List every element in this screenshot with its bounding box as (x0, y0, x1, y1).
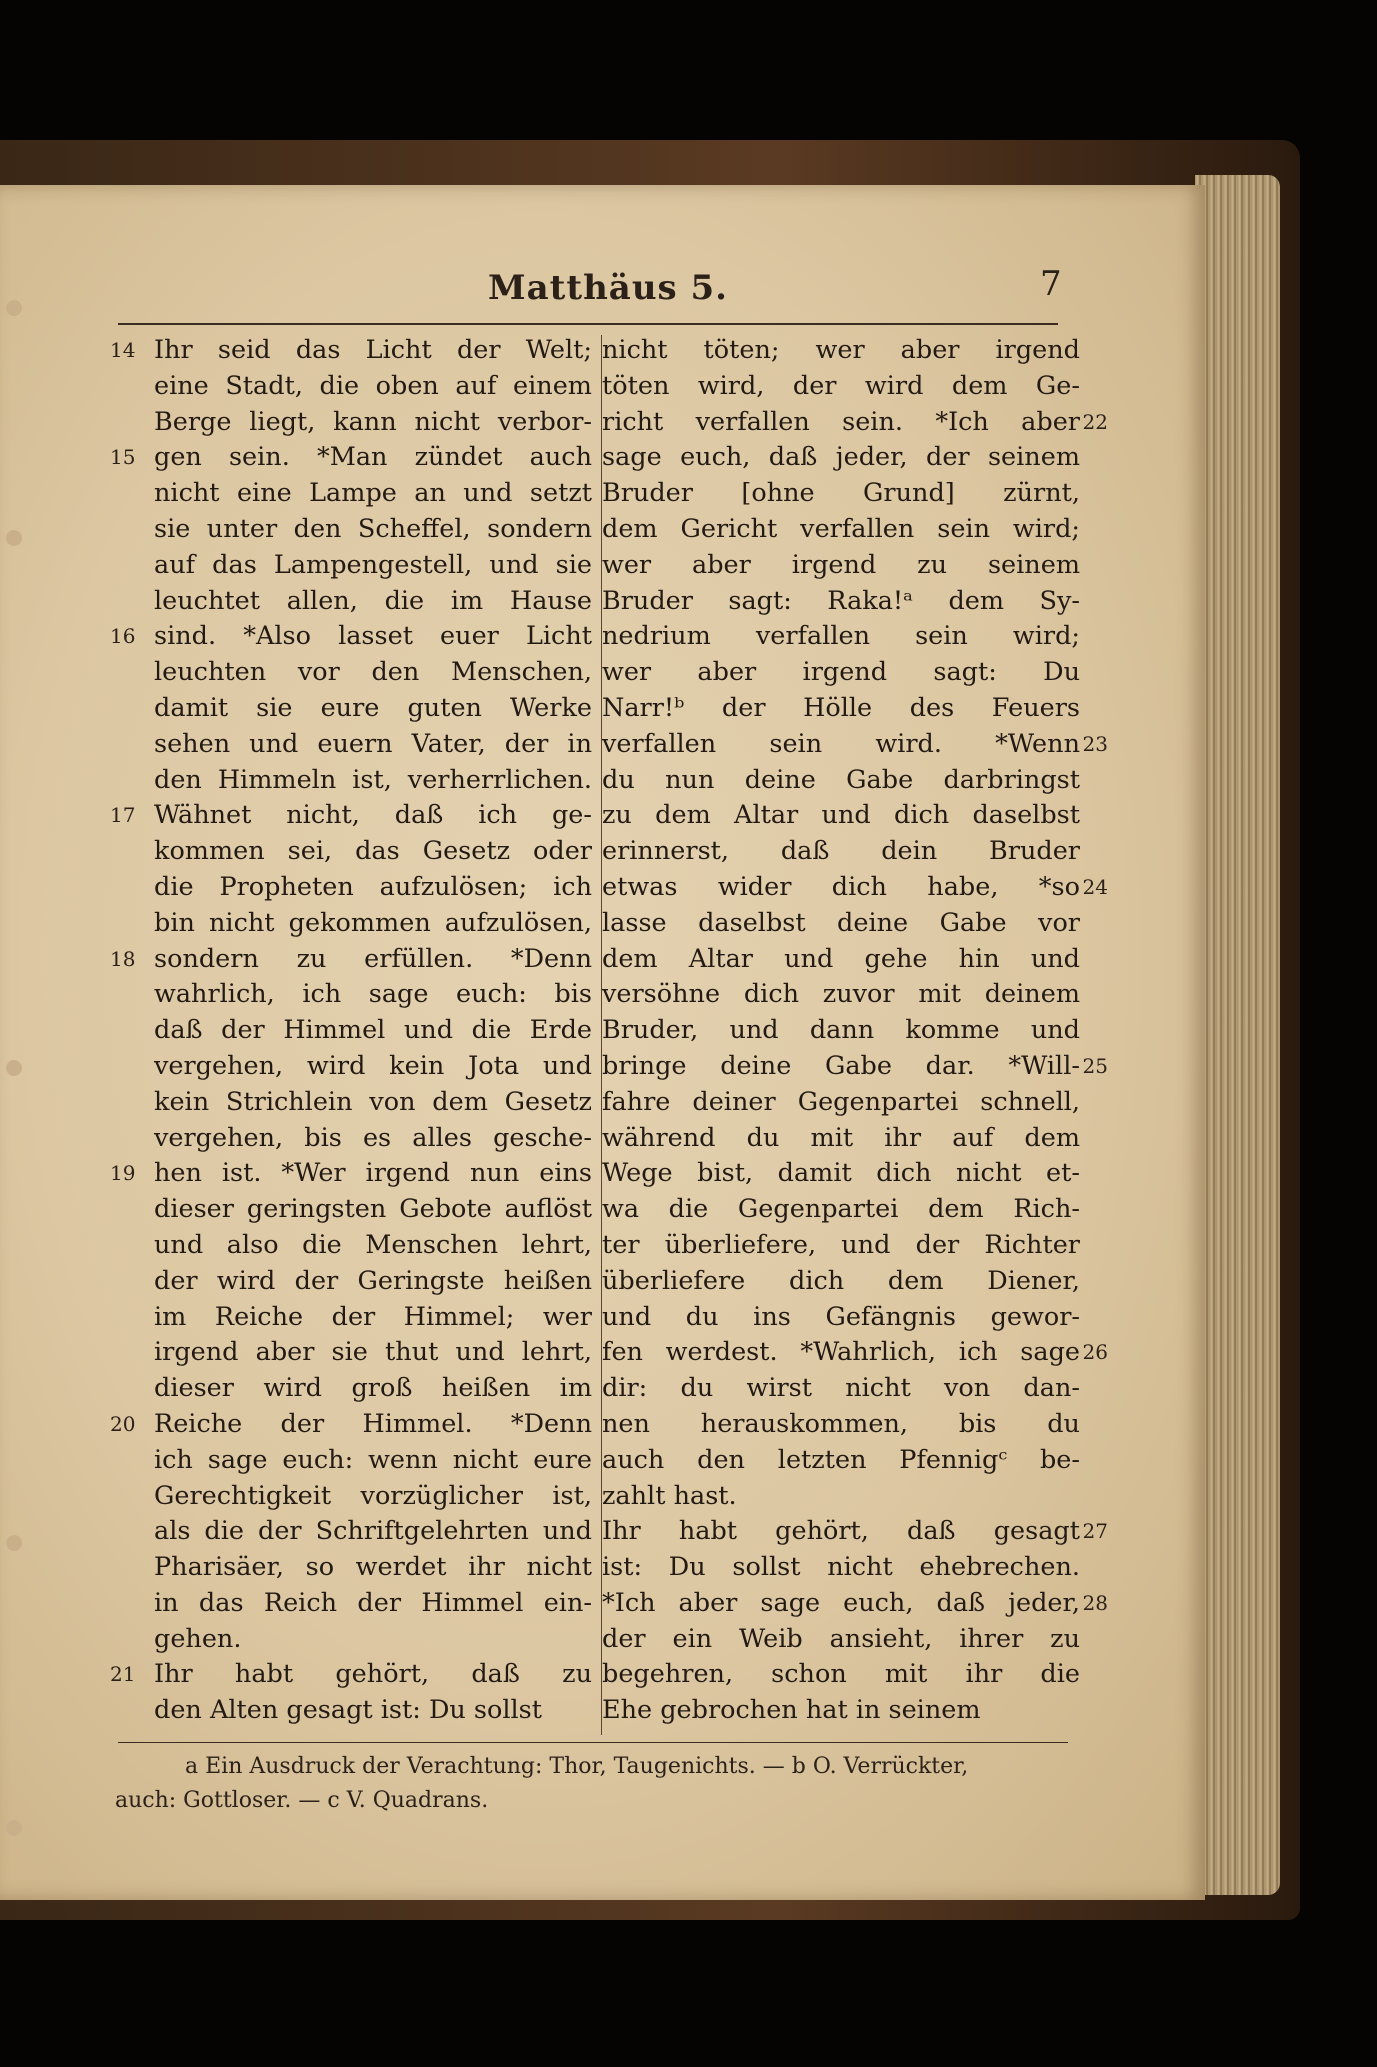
line-text: eine Stadt, die oben auf einem (154, 370, 592, 401)
text-line (598, 1407, 1080, 1443)
footnote-line: auch: Gottloser. — c V. Quadrans. (115, 1788, 489, 1813)
text-line (108, 405, 592, 441)
line-text: leuchten vor den Menschen, (154, 657, 592, 688)
binding-thread-mark (6, 1060, 22, 1076)
text-line (108, 1264, 592, 1300)
line-text: leuchtet allen, die im Hause (154, 585, 592, 616)
text-line (108, 1228, 592, 1264)
line-text: ich sage euch: wenn nicht eure (154, 1444, 592, 1475)
verse-number: 19 (110, 1161, 136, 1186)
verse-number: 25 (1082, 1053, 1108, 1078)
line-text: Ihr seid das Licht der Welt; (154, 335, 592, 365)
line-text: vergehen, wird kein Jota und (154, 1050, 592, 1081)
line-text: *Ich aber sage euch, daß jeder, (602, 1587, 1080, 1618)
line-text: sage euch, daß jeder, der seinem (602, 442, 1080, 473)
text-line (598, 1156, 1080, 1192)
line-text: Reiche der Himmel. *Denn (154, 1408, 592, 1439)
text-line (108, 1192, 592, 1228)
line-text: Bruder [ohne Grund] zürnt, (602, 478, 1080, 509)
text-line (108, 1693, 592, 1729)
text-line (598, 1479, 1080, 1515)
text-line (108, 942, 592, 978)
text-line (598, 1013, 1080, 1049)
line-text: Ihr habt gehört, daß gesagt (602, 1516, 1080, 1547)
text-line (598, 942, 1080, 978)
text-line (108, 476, 592, 512)
text-line (598, 798, 1080, 834)
text-line (108, 977, 592, 1013)
header-rule (118, 323, 1058, 325)
text-line (598, 1622, 1080, 1658)
line-text: fahre deiner Gegenpartei schnell, (602, 1086, 1080, 1117)
text-line (108, 691, 592, 727)
line-text: du nun deine Gabe darbringst (602, 764, 1080, 795)
text-line (108, 1121, 592, 1157)
verse-number: 23 (1082, 731, 1108, 756)
text-line (598, 1693, 1080, 1729)
line-text: ter überliefere, und der Richter (602, 1229, 1080, 1260)
line-text: kein Strichlein von dem Gesetz (154, 1086, 592, 1117)
line-text: Wähnet nicht, daß ich ge- (154, 800, 592, 831)
text-line (108, 1586, 592, 1622)
page-stack-edge (1195, 175, 1280, 1895)
text-line (108, 1514, 592, 1550)
line-text: wa die Gegenpartei dem Rich- (602, 1194, 1080, 1225)
text-line (598, 512, 1080, 548)
text-line (108, 1371, 592, 1407)
line-text: wahrlich, ich sage euch: bis (154, 979, 592, 1010)
line-text: verfallen sein wird. *Wenn (602, 728, 1080, 759)
line-text: der wird der Geringste heißen (154, 1265, 592, 1296)
verse-number: 22 (1082, 409, 1108, 434)
running-title: Matthäus 5. (488, 268, 729, 308)
text-line (598, 1121, 1080, 1157)
binding-thread-mark (6, 530, 22, 546)
line-text: nicht eine Lampe an und setzt (154, 478, 592, 509)
line-text: wer aber irgend zu seinem (602, 549, 1080, 580)
left-text-column (108, 333, 592, 1738)
text-line (108, 548, 592, 584)
text-line (598, 440, 1080, 476)
line-text: während du mit ihr auf dem (602, 1122, 1080, 1153)
verse-number: 20 (110, 1411, 136, 1436)
text-line (598, 906, 1080, 942)
text-line (598, 1300, 1080, 1336)
line-text: dieser geringsten Gebote auflöst (154, 1194, 592, 1225)
line-text: nen herauskommen, bis du (602, 1408, 1080, 1439)
line-text: sind. *Also lasset euer Licht (154, 621, 592, 652)
text-line (598, 548, 1080, 584)
text-line (598, 1264, 1080, 1300)
text-line (598, 1335, 1108, 1371)
text-line (108, 763, 592, 799)
line-text: gehen. (154, 1623, 242, 1654)
text-line (598, 1657, 1080, 1693)
text-line (598, 691, 1080, 727)
line-text: nicht töten; wer aber irgend (602, 335, 1080, 365)
line-text: im Reiche der Himmel; wer (154, 1301, 592, 1332)
text-line (108, 1049, 592, 1085)
line-text: hen ist. *Wer irgend nun eins (154, 1158, 592, 1189)
line-text: und also die Menschen lehrt, (154, 1229, 592, 1260)
verse-number: 15 (110, 445, 136, 470)
line-text: töten wird, der wird dem Ge- (602, 370, 1080, 401)
text-line (108, 333, 592, 369)
line-text: gen sein. *Man zündet auch (154, 442, 592, 473)
line-text: dieser wird groß heißen im (154, 1373, 592, 1404)
text-line (108, 1156, 592, 1192)
text-line (108, 906, 592, 942)
text-line (598, 476, 1080, 512)
right-text-column (598, 333, 1108, 1738)
line-text: versöhne dich zuvor mit deinem (602, 979, 1080, 1010)
line-text: richt verfallen sein. *Ich aber (602, 406, 1080, 437)
text-line (598, 1085, 1080, 1121)
text-line (108, 619, 592, 655)
text-line (108, 655, 592, 691)
text-line (108, 1622, 592, 1658)
text-line (108, 584, 592, 620)
line-text: vergehen, bis es alles gesche- (154, 1122, 592, 1153)
text-line (598, 619, 1080, 655)
text-line (598, 584, 1080, 620)
line-text: zahlt hast. (602, 1480, 737, 1511)
line-text: sondern zu erfüllen. *Denn (154, 943, 592, 974)
line-text: die Propheten aufzulösen; ich (154, 871, 592, 902)
text-line (598, 1443, 1080, 1479)
binding-thread-mark (6, 1535, 22, 1551)
text-line (108, 1550, 592, 1586)
verse-number: 18 (110, 946, 136, 971)
footnote-line: a Ein Ausdruck der Verachtung: Thor, Taugenichts. — b O. Verrückter, (185, 1754, 969, 1779)
line-text: nedrium verfallen sein wird; (602, 621, 1080, 652)
line-text: erinnerst, daß dein Bruder (602, 836, 1080, 867)
line-text: Wege bist, damit dich nicht et- (602, 1158, 1080, 1189)
footnote-rule (118, 1742, 1068, 1743)
line-text: Narr!ᵇ der Hölle des Feuers (602, 692, 1080, 723)
text-line (108, 1443, 592, 1479)
page-number: 7 (1040, 264, 1062, 304)
line-text: Ehe gebrochen hat in seinem (602, 1695, 981, 1726)
line-text: auch den letzten Pfennigᶜ be- (602, 1444, 1080, 1475)
text-line (598, 655, 1080, 691)
text-line (108, 1657, 592, 1693)
line-text: dir: du wirst nicht von dan- (602, 1373, 1080, 1404)
line-text: der ein Weib ansieht, ihrer zu (602, 1623, 1080, 1654)
text-line (598, 1586, 1108, 1622)
text-line (108, 834, 592, 870)
text-line (598, 1550, 1080, 1586)
line-text: wer aber irgend sagt: Du (602, 657, 1080, 688)
line-text: lasse daselbst deine Gabe vor (602, 907, 1080, 938)
line-text: damit sie eure guten Werke (154, 692, 592, 723)
text-line (598, 1192, 1080, 1228)
text-line (108, 1335, 592, 1371)
line-text: Berge liegt, kann nicht verbor- (154, 406, 592, 437)
line-text: als die der Schriftgelehrten und (154, 1516, 592, 1547)
line-text: bringe deine Gabe dar. *Will- (602, 1050, 1080, 1081)
line-text: begehren, schon mit ihr die (602, 1659, 1080, 1690)
line-text: auf das Lampengestell, und sie (154, 549, 592, 580)
line-text: Bruder sagt: Raka!ᵃ dem Sy- (602, 585, 1080, 616)
text-line (598, 1049, 1108, 1085)
text-line (598, 333, 1080, 369)
line-text: sie unter den Scheffel, sondern (154, 513, 592, 544)
text-line (598, 1228, 1080, 1264)
text-line (108, 1300, 592, 1336)
text-line (108, 798, 592, 834)
line-text: Bruder, und dann komme und (602, 1015, 1080, 1046)
line-text: dem Altar und gehe hin und (602, 943, 1080, 974)
text-line (598, 977, 1080, 1013)
text-line (108, 1407, 592, 1443)
text-line (598, 369, 1080, 405)
verse-number: 27 (1082, 1519, 1108, 1544)
text-line (108, 727, 592, 763)
line-text: irgend aber sie thut und lehrt, (154, 1337, 592, 1368)
line-text: in das Reich der Himmel ein- (154, 1587, 592, 1618)
text-line (108, 1085, 592, 1121)
text-line (108, 870, 592, 906)
text-line (598, 405, 1108, 441)
verse-number: 28 (1082, 1590, 1108, 1615)
text-line (598, 1371, 1080, 1407)
line-text: Gerechtigkeit vorzüglicher ist, (154, 1480, 592, 1511)
text-line (108, 1479, 592, 1515)
verse-number: 24 (1082, 874, 1108, 899)
line-text: fen werdest. *Wahrlich, ich sage (602, 1337, 1080, 1368)
text-line (598, 763, 1080, 799)
line-text: überliefere dich dem Diener, (602, 1265, 1080, 1296)
footnotes (115, 1750, 1075, 1818)
verse-number: 14 (110, 338, 136, 362)
line-text: bin nicht gekommen aufzulösen, (154, 907, 592, 938)
line-text: daß der Himmel und die Erde (154, 1015, 592, 1046)
line-text: kommen sei, das Gesetz oder (154, 836, 592, 867)
verse-number: 16 (110, 624, 136, 649)
verse-number: 26 (1082, 1340, 1108, 1365)
text-line (598, 834, 1080, 870)
line-text: dem Gericht verfallen sein wird; (602, 513, 1080, 544)
line-text: den Himmeln ist, verherrlichen. (154, 764, 592, 795)
text-line (108, 512, 592, 548)
text-line (108, 1013, 592, 1049)
line-text: ist: Du sollst nicht ehebrechen. (602, 1552, 1080, 1583)
line-text: und du ins Gefängnis gewor- (602, 1301, 1080, 1332)
text-line (108, 369, 592, 405)
line-text: den Alten gesagt ist: Du sollst (154, 1695, 543, 1726)
running-header (0, 264, 1205, 318)
verse-number: 21 (110, 1662, 136, 1687)
line-text: sehen und euern Vater, der in (154, 728, 592, 759)
line-text: zu dem Altar und dich daselbst (602, 800, 1080, 831)
text-line (108, 440, 592, 476)
text-line (598, 727, 1108, 763)
verse-number: 17 (110, 803, 136, 828)
line-text: Pharisäer, so werdet ihr nicht (154, 1552, 592, 1583)
text-line (598, 870, 1108, 906)
line-text: Ihr habt gehört, daß zu (154, 1659, 592, 1690)
text-line (598, 1514, 1108, 1550)
binding-thread-mark (6, 1820, 22, 1836)
line-text: etwas wider dich habe, *so (602, 871, 1080, 902)
